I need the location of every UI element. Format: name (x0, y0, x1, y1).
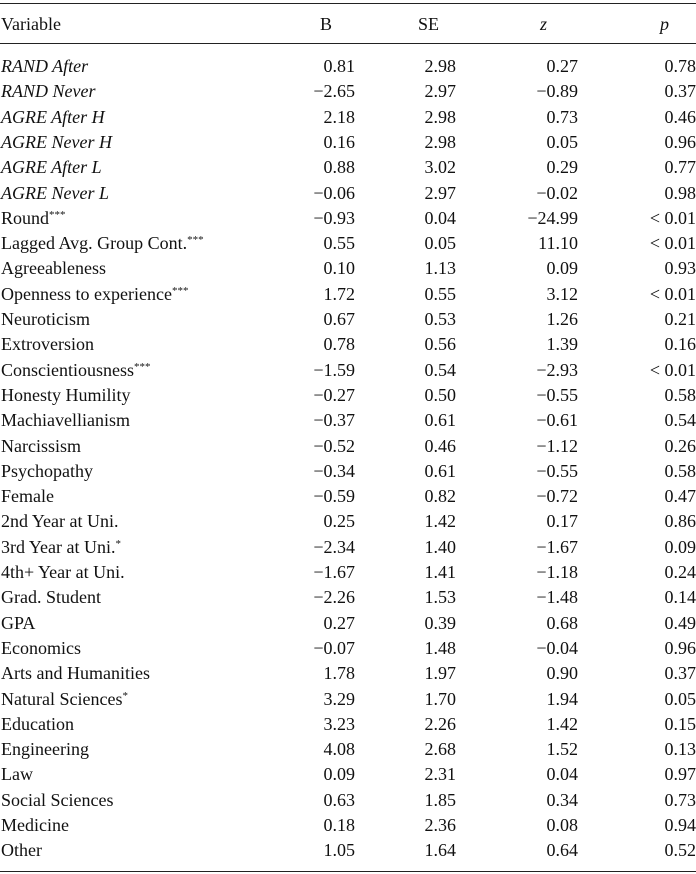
p-cell: 0.13 (664, 739, 696, 760)
variable-cell (1, 155, 102, 180)
b-cell: 0.78 (323, 334, 355, 355)
p-cell: 0.58 (664, 460, 696, 481)
p-cell: 0.37 (664, 663, 696, 684)
table-row (0, 611, 696, 636)
b-cell: 0.55 (323, 233, 355, 254)
table-row (0, 256, 696, 281)
header-se: SE (418, 14, 440, 34)
b-cell: −0.06 (313, 182, 355, 203)
p-cell: < 0.01 (649, 233, 696, 254)
p-cell: < 0.01 (649, 283, 696, 304)
variable-label: Conscientiousness (1, 359, 134, 380)
z-cell: 0.09 (546, 258, 578, 279)
variable-label: Openness to experience (1, 283, 172, 304)
variable-cell (1, 79, 95, 104)
variable-cell (1, 535, 121, 560)
p-cell: 0.24 (664, 562, 696, 582)
variable-label: Natural Sciences (1, 688, 123, 709)
z-cell: 0.29 (546, 157, 578, 178)
b-cell: −2.26 (313, 587, 355, 608)
p-cell: 0.47 (664, 486, 696, 507)
table-row (0, 788, 696, 813)
se-cell: 1.53 (424, 587, 456, 608)
b-cell: −2.34 (313, 536, 355, 557)
z-cell: 0.68 (546, 612, 578, 633)
z-cell: 0.34 (546, 789, 578, 810)
z-cell: −0.02 (536, 182, 578, 203)
p-cell: 0.77 (664, 157, 696, 178)
table-row (0, 358, 696, 383)
variable-label: Neuroticism (1, 309, 90, 329)
variable-cell (1, 712, 74, 737)
significance-stars: *** (134, 360, 151, 373)
se-cell: 0.53 (424, 309, 456, 329)
se-cell: 1.97 (424, 663, 456, 684)
se-cell: 0.56 (424, 334, 456, 355)
z-cell: −1.12 (536, 435, 578, 456)
b-cell: 3.23 (323, 713, 355, 734)
table-row (0, 79, 696, 104)
b-cell: −0.93 (313, 207, 355, 228)
se-cell: 1.41 (424, 562, 456, 582)
variable-cell (1, 484, 54, 509)
top-rule (0, 3, 696, 4)
variable-cell (1, 687, 128, 712)
z-cell: −2.93 (536, 359, 578, 380)
variable-label: Engineering (1, 739, 89, 760)
b-cell: 0.16 (323, 131, 355, 152)
p-cell: 0.98 (664, 182, 696, 203)
table-row (0, 231, 696, 256)
b-cell: 1.78 (323, 663, 355, 684)
variable-cell (1, 332, 94, 357)
table-row (0, 383, 696, 408)
z-cell: −0.72 (536, 486, 578, 507)
p-cell: 0.05 (664, 688, 696, 709)
p-cell: < 0.01 (649, 207, 696, 228)
z-cell: 11.10 (538, 233, 578, 254)
variable-label: AGRE Never L (1, 182, 109, 203)
variable-cell (1, 383, 131, 408)
variable-cell (1, 459, 93, 484)
z-cell: 0.17 (546, 511, 578, 532)
significance-stars: * (122, 689, 128, 702)
variable-cell (1, 560, 125, 585)
z-cell: 1.94 (546, 688, 578, 709)
variable-label: AGRE After H (1, 106, 105, 127)
z-cell: −1.18 (536, 562, 578, 582)
header-rule (0, 43, 696, 44)
se-cell: 1.85 (424, 789, 456, 810)
z-cell: 3.12 (546, 283, 578, 304)
se-cell: 3.02 (424, 157, 456, 178)
se-cell: 2.98 (424, 56, 456, 76)
se-cell: 0.61 (424, 410, 456, 431)
table-row (0, 813, 696, 838)
p-cell: < 0.01 (649, 359, 696, 380)
b-cell: −0.52 (313, 435, 355, 456)
p-cell: 0.52 (664, 840, 696, 861)
table-row (0, 307, 696, 332)
b-cell: −0.27 (313, 384, 355, 405)
table-row (0, 206, 696, 231)
b-cell: −0.59 (313, 486, 355, 507)
variable-cell (1, 256, 106, 281)
z-cell: 0.27 (546, 56, 578, 76)
se-cell: 1.42 (424, 511, 456, 532)
variable-cell (1, 636, 81, 661)
p-cell: 0.37 (664, 81, 696, 102)
variable-cell (1, 788, 113, 813)
variable-cell (1, 206, 66, 231)
header-b: B (320, 14, 333, 34)
p-cell: 0.86 (664, 511, 696, 532)
p-cell: 0.93 (664, 258, 696, 279)
b-cell: −0.37 (313, 410, 355, 431)
variable-cell (1, 307, 90, 332)
variable-label: Education (1, 713, 74, 734)
z-cell: 0.05 (546, 131, 578, 152)
table-row (0, 636, 696, 661)
variable-label: Extroversion (1, 334, 94, 355)
variable-cell (1, 611, 35, 636)
header-p: p (660, 14, 669, 34)
z-cell: −0.04 (536, 637, 578, 658)
p-cell: 0.46 (664, 106, 696, 127)
b-cell: 1.72 (323, 283, 355, 304)
variable-cell (1, 838, 42, 863)
variable-cell (1, 130, 112, 155)
z-cell: 1.26 (546, 309, 578, 329)
b-cell: 1.05 (323, 840, 355, 861)
z-cell: −24.99 (527, 207, 578, 228)
se-cell: 1.13 (424, 258, 456, 279)
se-cell: 2.97 (424, 81, 456, 102)
z-cell: −1.48 (536, 587, 578, 608)
se-cell: 0.05 (424, 233, 456, 254)
variable-label: 4th+ Year at Uni. (1, 562, 125, 582)
se-cell: 2.26 (424, 713, 456, 734)
z-cell: 1.39 (546, 334, 578, 355)
table-row (0, 332, 696, 357)
variable-label: RAND After (1, 56, 89, 76)
table-row (0, 484, 696, 509)
p-cell: 0.49 (664, 612, 696, 633)
significance-stars: *** (171, 284, 189, 297)
se-cell: 1.64 (424, 840, 456, 861)
variable-label: Female (1, 486, 54, 507)
variable-cell (1, 358, 151, 383)
variable-label: Round (1, 207, 50, 228)
p-cell: 0.21 (664, 309, 696, 329)
p-cell: 0.15 (664, 713, 696, 734)
se-cell: 0.39 (424, 612, 456, 633)
se-cell: 2.31 (424, 764, 456, 785)
variable-cell (1, 661, 150, 686)
b-cell: 0.27 (323, 612, 355, 633)
header-variable: Variable (1, 14, 61, 34)
variable-cell (1, 434, 81, 459)
p-cell: 0.96 (664, 131, 696, 152)
variable-label: Machiavellianism (1, 410, 130, 431)
variable-cell (1, 762, 33, 787)
table-row (0, 585, 696, 610)
z-cell: −0.55 (536, 384, 578, 405)
p-cell: 0.09 (664, 536, 696, 557)
z-cell: 0.90 (546, 663, 578, 684)
se-cell: 0.82 (424, 486, 456, 507)
se-cell: 1.48 (424, 637, 456, 658)
p-cell: 0.94 (664, 815, 696, 835)
z-cell: 0.08 (546, 815, 578, 835)
z-cell: 1.52 (546, 739, 578, 760)
table-row (0, 509, 696, 534)
se-cell: 2.36 (424, 815, 456, 835)
p-cell: 0.78 (664, 56, 696, 76)
se-cell: 0.55 (424, 283, 456, 304)
z-cell: −0.61 (536, 410, 578, 431)
b-cell: 0.09 (323, 764, 355, 785)
se-cell: 2.98 (424, 106, 456, 127)
table-row (0, 181, 696, 206)
variable-label: Psychopathy (1, 460, 93, 481)
table-row (0, 54, 696, 79)
p-cell: 0.54 (664, 410, 696, 431)
b-cell: −2.65 (313, 81, 355, 102)
table-row (0, 560, 696, 585)
se-cell: 0.54 (424, 359, 456, 380)
table-row (0, 838, 696, 863)
header-row (0, 10, 696, 38)
bottom-rule (0, 871, 696, 872)
table-row (0, 661, 696, 686)
variable-label: AGRE After L (1, 157, 102, 178)
variable-label: Lagged Avg. Group Cont. (1, 233, 188, 254)
b-cell: 0.88 (323, 157, 355, 178)
variable-label: 2nd Year at Uni. (1, 511, 119, 532)
variable-cell (1, 54, 88, 79)
p-cell: 0.58 (664, 384, 696, 405)
variable-cell (1, 813, 69, 838)
se-cell: 0.50 (424, 384, 456, 405)
variable-label: Arts and Humanities (1, 663, 150, 684)
table-row (0, 282, 696, 307)
b-cell: 2.18 (323, 106, 355, 127)
table-row (0, 434, 696, 459)
table-row (0, 762, 696, 787)
variable-label: Other (1, 840, 42, 861)
b-cell: 0.67 (323, 309, 355, 329)
variable-label: Agreeableness (1, 258, 106, 279)
se-cell: 1.70 (424, 688, 456, 709)
variable-label: 3rd Year at Uni. (1, 536, 116, 557)
table-row (0, 130, 696, 155)
significance-stars: *** (187, 234, 204, 247)
significance-stars: * (115, 537, 121, 550)
z-cell: 1.42 (546, 713, 578, 734)
b-cell: 4.08 (323, 739, 355, 760)
se-cell: 2.98 (424, 131, 456, 152)
variable-cell (1, 181, 109, 206)
p-cell: 0.14 (664, 587, 696, 608)
significance-stars: *** (49, 208, 66, 221)
p-cell: 0.96 (664, 637, 696, 658)
variable-cell (1, 105, 105, 130)
variable-label: Economics (1, 637, 81, 658)
variable-cell (1, 231, 204, 256)
variable-label: Grad. Student (1, 587, 101, 608)
se-cell: 0.04 (424, 207, 456, 228)
se-cell: 0.61 (424, 460, 456, 481)
b-cell: −0.34 (313, 460, 355, 481)
variable-cell (1, 282, 188, 307)
b-cell: 3.29 (323, 688, 355, 709)
variable-label: RAND Never (1, 81, 96, 102)
table-row (0, 408, 696, 433)
variable-label: Social Sciences (1, 789, 114, 810)
variable-label: Honesty Humility (1, 384, 131, 405)
variable-label: AGRE Never H (1, 131, 112, 152)
se-cell: 2.68 (424, 739, 456, 760)
b-cell: 0.10 (323, 258, 355, 279)
b-cell: 0.18 (323, 815, 355, 835)
variable-cell (1, 408, 130, 433)
se-cell: 1.40 (424, 536, 456, 557)
z-cell: −1.67 (536, 536, 578, 557)
p-cell: 0.16 (664, 334, 696, 355)
b-cell: 0.25 (323, 511, 355, 532)
p-cell: 0.97 (664, 764, 696, 785)
p-cell: 0.73 (664, 789, 696, 810)
z-cell: −0.55 (536, 460, 578, 481)
header-z: z (540, 14, 548, 34)
variable-label: GPA (1, 612, 36, 633)
table-row (0, 459, 696, 484)
z-cell: 0.73 (546, 106, 578, 127)
table-row (0, 535, 696, 560)
z-cell: 0.64 (546, 840, 578, 861)
variable-cell (1, 737, 89, 762)
p-cell: 0.26 (664, 435, 696, 456)
z-cell: 0.04 (546, 764, 578, 785)
variable-label: Law (1, 764, 33, 785)
table-row (0, 105, 696, 130)
z-cell: −0.89 (536, 81, 578, 102)
table-row (0, 155, 696, 180)
variable-label: Medicine (1, 815, 69, 835)
table-row (0, 687, 696, 712)
se-cell: 0.46 (424, 435, 456, 456)
table-row (0, 737, 696, 762)
b-cell: −1.67 (313, 562, 355, 582)
variable-cell (1, 509, 119, 534)
table-row (0, 712, 696, 737)
b-cell: −1.59 (313, 359, 355, 380)
b-cell: 0.63 (323, 789, 355, 810)
variable-cell (1, 585, 101, 610)
b-cell: 0.81 (323, 56, 355, 76)
b-cell: −0.07 (313, 637, 355, 658)
se-cell: 2.97 (424, 182, 456, 203)
variable-label: Narcissism (1, 435, 81, 456)
